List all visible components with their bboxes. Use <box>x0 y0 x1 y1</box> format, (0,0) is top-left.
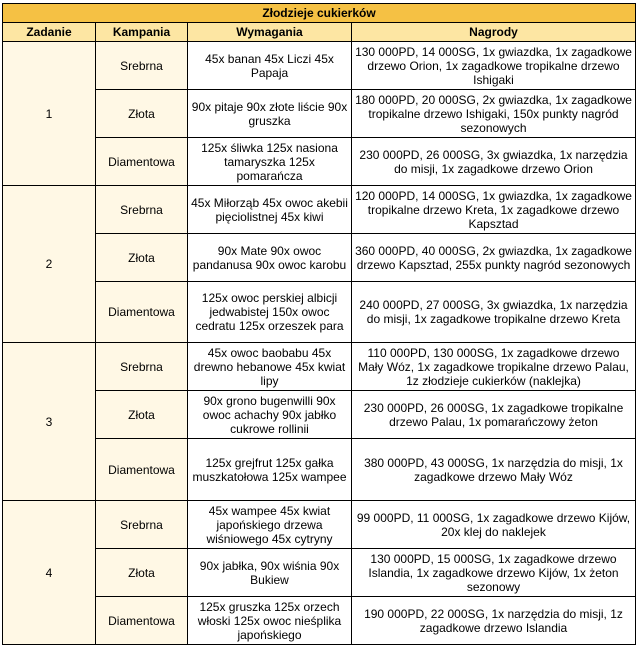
campaign-cell: Srebrna <box>96 186 188 234</box>
rewards-cell: 230 000PD, 26 000SG, 3x gwiazdka, 1x narzędzia do misji, 1x zagadkowe drzewo Orion <box>352 138 636 186</box>
task-number: 4 <box>3 501 96 645</box>
rewards-cell: 230 000PD, 26 000SG, 1x zagadkowe tropikalne drzewo Palau, 1x pomarańczowy żeton <box>352 391 636 439</box>
requirements-cell: 125x gruszka 125x orzech włoski 125x owoc nieśplika japońskiego <box>188 597 352 645</box>
table-row <box>3 282 636 343</box>
table-row <box>3 597 636 645</box>
requirements-cell: 90x grono bugenwilli 90x owoc achachy 90x jabłko cukrowe rollinii <box>188 391 352 439</box>
campaign-cell: Srebrna <box>96 42 188 90</box>
requirements-cell: 125x owoc perskiej albicji jedwabistej 150x owoc cedratu 125x orzeszek para <box>188 282 352 343</box>
table-row <box>3 42 636 90</box>
campaign-cell: Diamentowa <box>96 138 188 186</box>
campaign-cell: Złota <box>96 234 188 282</box>
requirements-cell: 90x jabłka, 90x wiśnia 90x Bukiew <box>188 549 352 597</box>
requirements-cell: 90x pitaje 90x złote liście 90x gruszka <box>188 90 352 138</box>
task-number: 1 <box>3 42 96 186</box>
rewards-cell: 110 000PD, 130 000SG, 1x zagadkowe drzewo Mały Wóz, 1x zagadkowe tropikalne drzewo Palau, 1z złodzieje cukierków (naklejka) <box>352 343 636 391</box>
header-campaign: Kampania <box>96 23 188 42</box>
table-row <box>3 90 636 138</box>
campaign-cell: Złota <box>96 549 188 597</box>
table-row <box>3 186 636 234</box>
campaign-cell: Srebrna <box>96 501 188 549</box>
requirements-cell: 45x wampee 45x kwiat japońskiego drzewa wiśniowego 45x cytryny <box>188 501 352 549</box>
rewards-cell: 360 000PD, 40 000SG, 2x gwiazdka, 1x zagadkowe drzewo Kapsztad, 255x punkty nagród sezonowych <box>352 234 636 282</box>
task-number: 2 <box>3 186 96 343</box>
table-row <box>3 439 636 501</box>
task-number: 3 <box>3 343 96 501</box>
campaign-cell: Diamentowa <box>96 282 188 343</box>
rewards-cell: 190 000PD, 22 000SG, 1x narzędzia do misji, 1z zagadkowe drzewo Islandia <box>352 597 636 645</box>
header-task: Zadanie <box>3 23 96 42</box>
rewards-cell: 120 000PD, 14 000SG, 1x gwiazdka, 1x zagadkowe tropikalne drzewo Kreta, 1x zagadkowe drzewo Kapsztad <box>352 186 636 234</box>
rewards-cell: 130 000PD, 14 000SG, 1x gwiazdka, 1x zagadkowe drzewo Orion, 1x zagadkowe tropikalne drzewo Ishigaki <box>352 42 636 90</box>
table-row <box>3 234 636 282</box>
campaign-cell: Diamentowa <box>96 597 188 645</box>
requirements-cell: 45x banan 45x Liczi 45x Papaja <box>188 42 352 90</box>
title-row <box>3 4 636 23</box>
table-row <box>3 343 636 391</box>
requirements-cell: 125x grejfrut 125x gałka muszkatołowa 125x wampee <box>188 439 352 501</box>
rewards-cell: 99 000PD, 11 000SG, 1x zagadkowe drzewo Kijów, 20x klej do naklejek <box>352 501 636 549</box>
requirements-cell: 125x śliwka 125x nasiona tamaryszka 125x pomarańcza <box>188 138 352 186</box>
campaign-cell: Złota <box>96 391 188 439</box>
rewards-cell: 130 000PD, 15 000SG, 1x zagadkowe drzewo Islandia, 1x zagadkowe drzewo Kijów, 1x żeton sezonowy <box>352 549 636 597</box>
rewards-cell: 380 000PD, 43 000SG, 1x narzędzia do misji, 1x zagadkowe drzewo Mały Wóz <box>352 439 636 501</box>
header-rewards: Nagrody <box>352 23 636 42</box>
header-requirements: Wymagania <box>188 23 352 42</box>
table-row <box>3 391 636 439</box>
table-title: Złodzieje cukierków <box>3 4 636 23</box>
campaign-cell: Srebrna <box>96 343 188 391</box>
requirements-cell: 90x Mate 90x owoc pandanusa 90x owoc karobu <box>188 234 352 282</box>
rewards-cell: 180 000PD, 20 000SG, 2x gwiazdka, 1x zagadkowe tropikalne drzewo Ishigaki, 150x punkty nagród sezonowych <box>352 90 636 138</box>
campaign-cell: Diamentowa <box>96 439 188 501</box>
campaign-cell: Złota <box>96 90 188 138</box>
table-row <box>3 501 636 549</box>
requirements-cell: 45x owoc baobabu 45x drewno hebanowe 45x kwiat lipy <box>188 343 352 391</box>
quest-table <box>2 3 636 645</box>
rewards-cell: 240 000PD, 27 000SG, 3x gwiazdka, 1x narzędzia do misji, 1x zagadkowe tropikalne drzewo Kreta <box>352 282 636 343</box>
header-row <box>3 23 636 42</box>
requirements-cell: 45x Miłorząb 45x owoc akebii pięciolistnej 45x kiwi <box>188 186 352 234</box>
table-row <box>3 549 636 597</box>
table-row <box>3 138 636 186</box>
